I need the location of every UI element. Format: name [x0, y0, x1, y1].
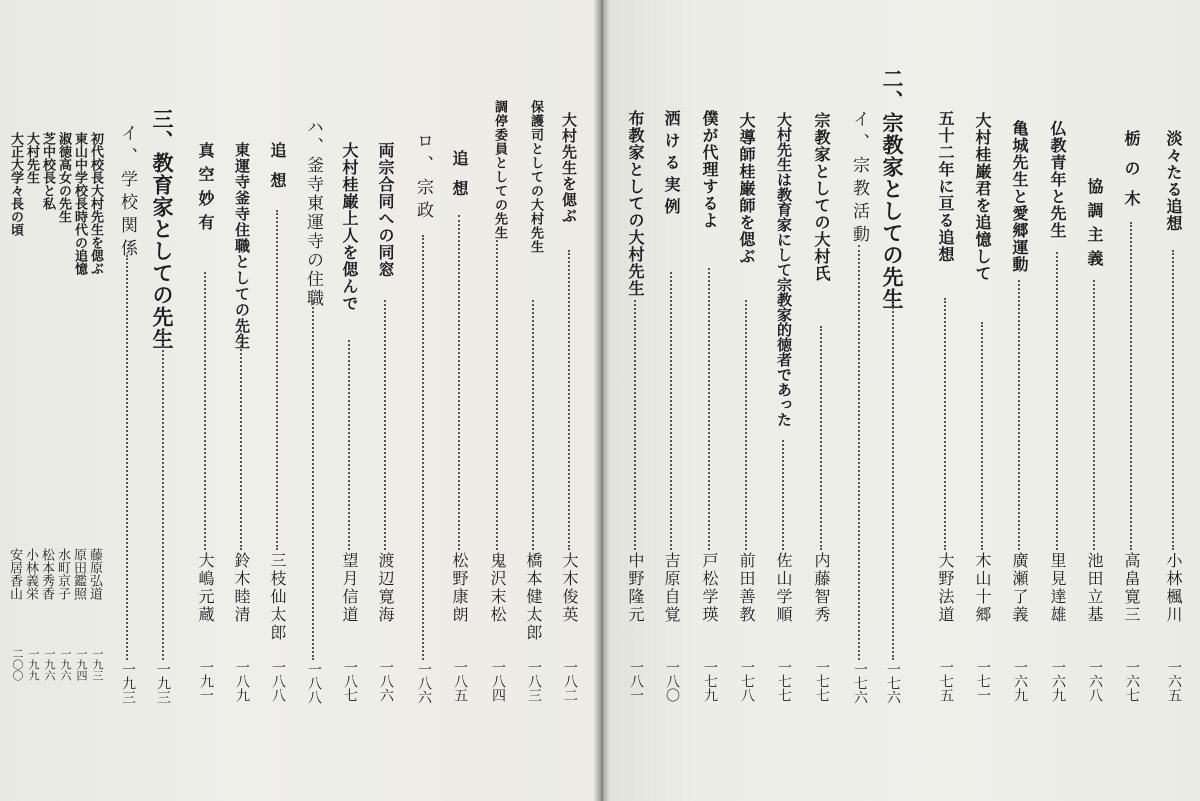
- toc-author: 中野隆元: [626, 552, 645, 624]
- leader-dots: [126, 255, 128, 660]
- leader-dots: [312, 300, 314, 660]
- toc-title: 大村先生は教育家にして宗教家的徳者であった: [775, 112, 793, 427]
- toc-title: 大村桂巌君を追憶して: [973, 112, 992, 282]
- toc-author: 内藤智秀: [812, 552, 831, 624]
- book-gutter: [594, 0, 610, 801]
- toc-title: 大村先生: [24, 132, 39, 184]
- subsection-heading: イ、宗教活動: [849, 110, 869, 248]
- toc-page-number: 一九三: [91, 648, 104, 681]
- toc-title: 亀城先生と愛郷運動: [1010, 120, 1029, 273]
- leader-dots: [422, 235, 424, 660]
- toc-page-number: 一七一: [975, 660, 991, 702]
- toc-title: 五十二年に亘る追想: [936, 110, 955, 263]
- leader-dots: [458, 215, 460, 550]
- toc-author: 戸松学瑛: [700, 552, 719, 624]
- toc-page-number: 一九六: [59, 648, 72, 681]
- section-heading: 三、教育家としての先生: [150, 108, 175, 350]
- leader-dots: [204, 272, 206, 550]
- leader-dots: [858, 245, 860, 660]
- toc-title: 両宗合同への同窓: [376, 142, 395, 278]
- leader-dots: [892, 300, 894, 660]
- toc-author: 小林義栄: [23, 548, 38, 600]
- toc-page-number: 一八五: [452, 660, 468, 702]
- leader-dots: [240, 330, 242, 550]
- toc-title: 淑徳高女の先生: [56, 132, 71, 223]
- toc-title: 大正大学々長の頃: [8, 132, 23, 236]
- toc-title: 布教家としての大村先生: [626, 110, 645, 297]
- toc-page-number: 一九九: [27, 648, 40, 681]
- toc-author: 松本秀香: [39, 548, 54, 600]
- toc-page-number: 一八一: [628, 660, 644, 702]
- toc-page-number: 一八九: [234, 660, 250, 702]
- leader-dots: [1093, 280, 1095, 550]
- toc-page-number: 一九一: [198, 660, 214, 702]
- toc-author: 安居香山: [7, 548, 22, 600]
- toc-title: 協調主義: [1085, 178, 1104, 274]
- toc-title: 保護司としての大村先生: [528, 100, 543, 254]
- toc-page-number: 一八三: [526, 660, 542, 702]
- subsection-heading: ハ、釜寺東運寺の住職: [303, 118, 323, 308]
- toc-author: 大野法道: [936, 552, 955, 624]
- toc-title: 大村先生を偲ぶ: [560, 112, 578, 224]
- subsection-heading: イ、学校関係: [117, 124, 137, 262]
- toc-title: 淡々たる追想: [1164, 130, 1183, 232]
- toc-title: 追想: [268, 142, 287, 202]
- leader-dots: [745, 300, 747, 550]
- toc-author: 佐山学順: [774, 552, 793, 624]
- toc-page-number: 一七五: [938, 660, 954, 702]
- leader-dots: [162, 330, 164, 660]
- toc-page-number: 一八八: [270, 660, 286, 702]
- toc-page-number: 一七七: [776, 660, 792, 702]
- toc-title: 真空妙有: [196, 142, 215, 238]
- leader-dots: [1018, 280, 1020, 550]
- leader-dots: [384, 300, 386, 550]
- toc-page-number: 二〇〇: [11, 648, 24, 681]
- leader-dots: [348, 340, 350, 550]
- toc-author: 木山十郷: [973, 552, 992, 624]
- toc-title: 栃の木: [1122, 130, 1141, 220]
- leader-dots: [981, 322, 983, 550]
- subsection-heading: ロ、宗政: [413, 132, 433, 224]
- toc-title: 大村桂巌上人を偲んで: [340, 142, 359, 312]
- toc-author: 小林楓川: [1164, 552, 1183, 624]
- toc-title: 大導師桂巌師を偲ぶ: [737, 112, 756, 265]
- toc-page-number: 一八二: [562, 660, 578, 702]
- leader-dots: [532, 300, 534, 550]
- toc-title: 僕が代理するよ: [700, 110, 719, 229]
- toc-page-number: 一九六: [43, 648, 56, 681]
- leader-dots: [496, 240, 498, 550]
- toc-author: 渡辺寛海: [376, 552, 395, 624]
- toc-author: 望月信道: [340, 552, 359, 624]
- toc-page-number: 一八八: [306, 662, 322, 704]
- toc-page-number: 一七九: [702, 660, 718, 702]
- toc-page-number: 一六八: [1087, 660, 1103, 702]
- toc-page-number: 一七八: [739, 660, 755, 702]
- toc-author: 里見達雄: [1048, 552, 1067, 624]
- toc-author: 鬼沢末松: [488, 552, 507, 624]
- toc-author: 前田善教: [737, 552, 756, 624]
- toc-title: 仏教青年と先生: [1048, 120, 1067, 239]
- leader-dots: [634, 300, 636, 550]
- toc-author: 大木俊英: [560, 552, 579, 624]
- leader-dots: [944, 298, 946, 550]
- toc-author: 原田鑑照: [71, 548, 86, 600]
- section-heading: 二、宗教家としての先生: [880, 68, 905, 310]
- toc-author: 水町京子: [55, 548, 70, 600]
- toc-author: 大嶋元蔵: [196, 552, 215, 624]
- toc-title: 芝中校長と私: [40, 132, 55, 210]
- leader-dots: [568, 250, 570, 550]
- toc-author: 高畠寛三: [1122, 552, 1141, 624]
- leader-dots: [670, 272, 672, 550]
- toc-page-number: 一七六: [885, 662, 901, 704]
- leader-dots: [782, 440, 784, 550]
- leader-dots: [1056, 252, 1058, 550]
- leader-dots: [708, 268, 710, 550]
- leader-dots: [1172, 250, 1174, 550]
- toc-page-number: 一六九: [1050, 660, 1066, 702]
- toc-page-number: 一九四: [75, 648, 88, 681]
- leader-dots: [820, 326, 822, 550]
- toc-author: 松野康朗: [450, 552, 469, 624]
- toc-page-number: 一八〇: [664, 660, 680, 702]
- toc-page-number: 一六九: [1012, 660, 1028, 702]
- toc-author: 吉原自覚: [662, 552, 681, 624]
- toc-page-number: 一八六: [378, 660, 394, 702]
- toc-page-number: 一八四: [490, 660, 506, 702]
- toc-title: 初代校長大村先生を偲ぶ: [88, 132, 103, 275]
- toc-title: 東山中学校長時代の追憶: [72, 132, 87, 275]
- toc-title: 宗教家としての大村氏: [812, 112, 831, 282]
- toc-page-number: 一六七: [1124, 660, 1140, 702]
- toc-author: 池田立基: [1085, 552, 1104, 624]
- toc-page-number: 一八六: [416, 662, 432, 704]
- toc-page-number: 一九三: [155, 662, 171, 704]
- toc-author: 橋本健太郎: [524, 552, 543, 642]
- toc-title: 調停委員としての先生: [492, 100, 507, 240]
- toc-page-number: 一八七: [342, 660, 358, 702]
- leader-dots: [1130, 222, 1132, 550]
- toc-title: 追想: [450, 150, 469, 210]
- toc-author: 鈴木睦清: [232, 552, 251, 624]
- toc-page-number: 一七七: [814, 660, 830, 702]
- toc-page-number: 一七六: [852, 662, 868, 704]
- toc-author: 藤原弘道: [87, 548, 102, 600]
- toc-page-number: 一六五: [1166, 660, 1182, 702]
- toc-author: 三枝仙太郎: [268, 552, 287, 642]
- leader-dots: [276, 210, 278, 550]
- toc-title: 洒ける実例: [662, 110, 681, 220]
- toc-author: 廣瀬了義: [1010, 552, 1029, 624]
- toc-page-number: 一九三: [120, 662, 136, 704]
- toc-title: 東運寺釜寺住職としての先生: [233, 142, 251, 350]
